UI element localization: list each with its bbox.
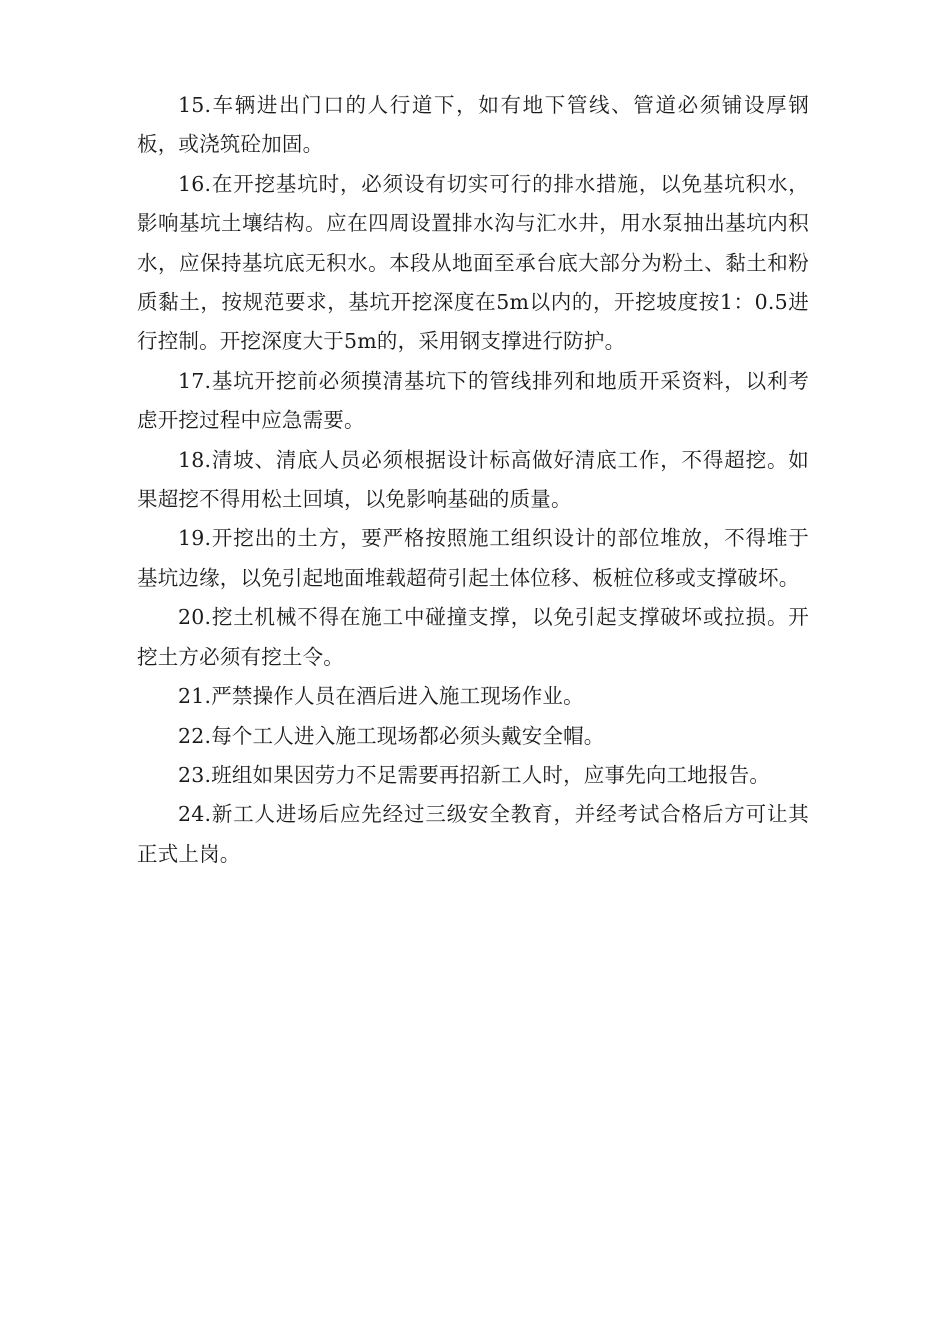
paragraph-15: 15.车辆进出门口的人行道下，如有地下管线、管道必须铺设厚钢板，或浇筑砼加固。 bbox=[137, 93, 809, 157]
paragraph-22: 22.每个工人进入施工现场都必须头戴安全帽。 bbox=[178, 723, 605, 748]
paragraph-20: 20.挖土机械不得在施工中碰撞支撑，以免引起支撑破坏或拉损。开挖土方必须有挖土令。 bbox=[137, 605, 809, 669]
paragraph-24: 24.新工人进场后应先经过三级安全教育，并经考试合格后方可让其正式上岗。 bbox=[137, 802, 809, 866]
paragraph-18: 18.清坡、清底人员必须根据设计标高做好清底工作，不得超挖。如果超挖不得用松土回填，以免影响基础的质量。 bbox=[137, 447, 809, 512]
paragraph-17: 17.基坑开挖前必须摸清基坑下的管线排列和地质开采资料，以利考虑开挖过程中应急需要。 bbox=[137, 368, 809, 433]
paragraph-23: 23.班组如果因劳力不足需要再招新工人时，应事先向工地报告。 bbox=[178, 762, 771, 787]
paragraph-21: 21.严禁操作人员在酒后进入施工现场作业。 bbox=[178, 684, 584, 709]
paragraph-16: 16.在开挖基坑时，必须设有切实可行的排水措施，以免基坑积水，影响基坑土壤结构。应在四周设置排水沟与汇水井，用水泵抽出基坑内积水，应保持基坑底无积水。本段从地面至承台底大部分为粉土、黏土和粉质黏土，按规范要求，基坑开挖深度在5m以内的，开挖坡度按1：0.5进行控制。开挖深度大于5m的，采用钢支撑进行防护。 bbox=[137, 171, 809, 354]
paragraph-19: 19.开挖出的土方，要严格按照施工组织设计的部位堆放，不得堆于基坑边缘，以免引起地面堆载超荷引起土体位移、板桩位移或支撑破坏。 bbox=[137, 526, 809, 590]
document-body bbox=[137, 86, 809, 874]
